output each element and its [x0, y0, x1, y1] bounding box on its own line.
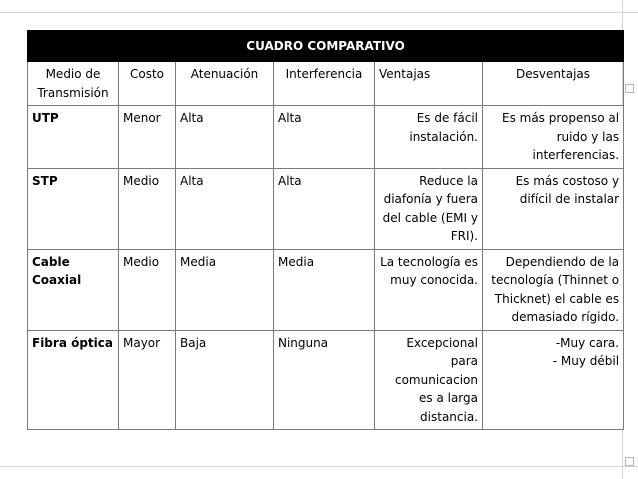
table-title-row [28, 31, 624, 62]
cell-costo: Medio [119, 249, 176, 330]
column-header: Medio de Transmisión [28, 62, 119, 106]
cell-interferencia: Alta [274, 106, 375, 169]
slide-bottom-rule [0, 466, 638, 467]
cell-medio: Cable Coaxial [28, 249, 119, 330]
comparison-table-container [27, 30, 623, 430]
column-header: Ventajas [375, 62, 483, 106]
cell-ventajas: Excepcional para comunicacion es a larga distancia. [375, 330, 483, 430]
cell-medio: Fibra óptica [28, 330, 119, 430]
table-title: CUADRO COMPARATIVO [28, 31, 624, 62]
cell-interferencia: Alta [274, 168, 375, 249]
cell-desventajas: -Muy cara. - Muy débil [483, 330, 624, 430]
cell-ventajas: Reduce la diafonía y fuera del cable (EMI y FRI). [375, 168, 483, 249]
slide-top-rule [0, 12, 638, 13]
cell-atenuacion: Media [176, 249, 274, 330]
table-row [28, 168, 624, 249]
table-header-row [28, 62, 624, 106]
slide-square-marker [625, 457, 634, 466]
cell-interferencia: Ninguna [274, 330, 375, 430]
cell-atenuacion: Baja [176, 330, 274, 430]
cell-desventajas: Es más costoso y difícil de instalar [483, 168, 624, 249]
cell-interferencia: Media [274, 249, 375, 330]
table-row [28, 330, 624, 430]
column-header: Interferencia [274, 62, 375, 106]
column-header: Atenuación [176, 62, 274, 106]
column-header: Desventajas [483, 62, 624, 106]
cell-costo: Medio [119, 168, 176, 249]
comparison-table [27, 30, 624, 430]
cell-medio: STP [28, 168, 119, 249]
slide-square-marker [625, 84, 634, 93]
cell-desventajas: Dependiendo de la tecnología (Thinnet o Thicknet) el cable es demasiado rígido. [483, 249, 624, 330]
cell-ventajas: Es de fácil instalación. [375, 106, 483, 169]
cell-costo: Menor [119, 106, 176, 169]
cell-desventajas: Es más propenso al ruido y las interferencias. [483, 106, 624, 169]
cell-atenuacion: Alta [176, 106, 274, 169]
table-row [28, 249, 624, 330]
table-row [28, 106, 624, 169]
cell-atenuacion: Alta [176, 168, 274, 249]
cell-ventajas: La tecnología es muy conocida. [375, 249, 483, 330]
column-header: Costo [119, 62, 176, 106]
cell-medio: UTP [28, 106, 119, 169]
cell-costo: Mayor [119, 330, 176, 430]
